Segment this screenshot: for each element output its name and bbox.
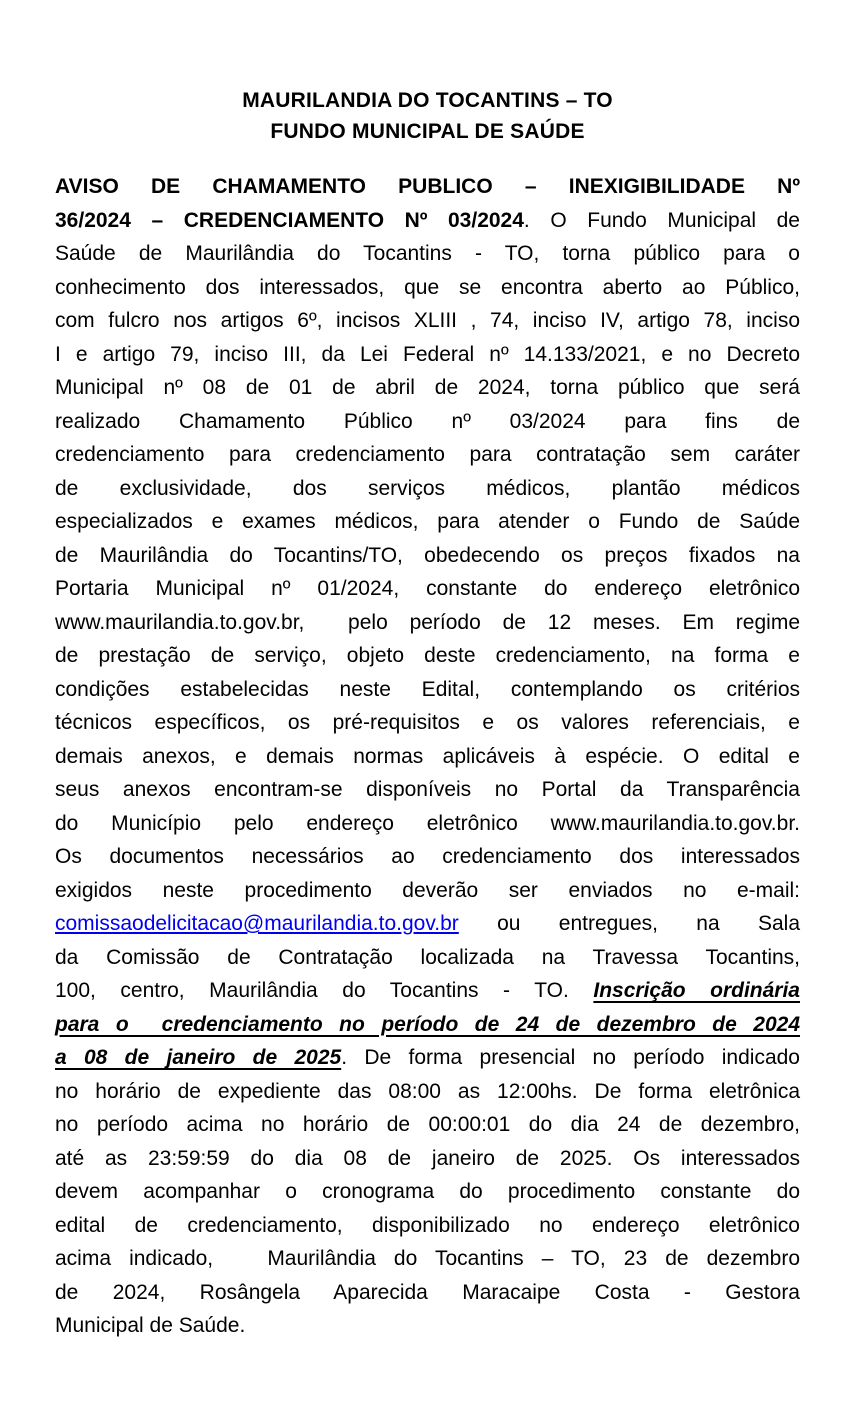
text-line: [55, 706, 800, 740]
text-segment: no horário de expediente das 08:00 as 12:00hs. De forma eletrônica: [55, 1079, 800, 1103]
text-segment: ou entregues, na Sala: [458, 912, 800, 935]
document-title: [55, 85, 800, 147]
text-line: [55, 1142, 800, 1176]
text-line: [55, 572, 800, 606]
text-segment: credenciamento para credenciamento para contratação sem caráter: [55, 443, 800, 466]
text-segment: Inscrição ordinária: [593, 979, 800, 1002]
text-line: [55, 472, 800, 506]
text-line: [55, 1209, 800, 1243]
text-line: [55, 1008, 800, 1042]
text-line: [55, 304, 800, 338]
text-line: [55, 1242, 800, 1276]
text-line: [55, 1041, 800, 1075]
text-segment: edital de credenciamento, disponibilizado no endereço eletrônico: [55, 1213, 800, 1237]
text-line: [55, 1108, 800, 1142]
text-line: [55, 673, 800, 707]
text-segment: Os documentos necessários ao credenciamento dos interessados: [55, 845, 800, 868]
text-segment: até as 23:59:59 do dia 08 de janeiro de 2025. Os interessados: [55, 1146, 800, 1170]
text-line: [55, 807, 800, 841]
text-segment: conhecimento dos interessados, que se encontra aberto ao Público,: [55, 275, 800, 299]
text-segment: devem acompanhar o cronograma do procedimento constante do: [55, 1180, 800, 1203]
text-line: [55, 271, 800, 305]
text-segment: de exclusividade, dos serviços médicos, plantão médicos: [55, 476, 800, 500]
text-line: [55, 237, 800, 271]
title-line-1: MAURILANDIA DO TOCANTINS – TO: [242, 89, 613, 112]
text-segment: seus anexos encontram-se disponíveis no Portal da Transparência: [55, 778, 800, 801]
text-line: [55, 639, 800, 673]
text-line: [55, 1075, 800, 1109]
text-segment: com fulcro nos artigos 6º, incisos XLIII , 74, inciso IV, artigo 78, inciso: [55, 309, 800, 332]
email-link[interactable]: comissaodelicitacao@maurilandia.to.gov.br: [55, 912, 459, 935]
text-line: [55, 204, 800, 238]
text-line: [55, 338, 800, 372]
text-segment: 36/2024 – CREDENCIAMENTO Nº 03/2024: [55, 208, 524, 232]
text-segment: para o credenciamento no período de 24 de dezembro de 2024: [55, 1012, 800, 1036]
text-segment: exigidos neste procedimento deverão ser enviados no e-mail:: [55, 878, 800, 902]
text-segment: especializados e exames médicos, para atender o Fundo de Saúde: [55, 510, 800, 533]
text-segment: acima indicado, Maurilândia do Tocantins – TO, 23 de dezembro: [55, 1247, 800, 1270]
text-segment: 100, centro, Maurilândia do Tocantins - TO.: [55, 979, 594, 1002]
text-segment: I e artigo 79, inciso III, da Lei Federal nº 14.133/2021, e no Decreto: [55, 342, 800, 366]
text-segment: demais anexos, e demais normas aplicáveis à espécie. O edital e: [55, 744, 800, 768]
text-segment: do Município pelo endereço eletrônico www.maurilandia.to.gov.br.: [55, 811, 800, 835]
text-segment: da Comissão de Contratação localizada na Travessa Tocantins,: [55, 945, 800, 969]
text-segment: Municipal nº 08 de 01 de abril de 2024, torna público que será: [55, 376, 800, 399]
text-segment: de prestação de serviço, objeto deste credenciamento, na forma e: [55, 644, 800, 667]
text-segment: Saúde de Maurilândia do Tocantins - TO, torna público para o: [55, 242, 800, 265]
text-segment: realizado Chamamento Público nº 03/2024 para fins de: [55, 409, 800, 433]
text-line: [55, 170, 800, 204]
text-line: [55, 371, 800, 405]
text-line: [55, 505, 800, 539]
text-line: [55, 1175, 800, 1209]
text-line: [55, 840, 800, 874]
text-segment: no período acima no horário de 00:00:01 do dia 24 de dezembro,: [55, 1113, 800, 1136]
text-line: [55, 907, 800, 941]
text-segment: condições estabelecidas neste Edital, contemplando os critérios: [55, 677, 800, 701]
text-segment: www.maurilandia.to.gov.br, pelo período de 12 meses. Em regime: [55, 610, 800, 634]
text-line: [55, 606, 800, 640]
text-segment: AVISO DE CHAMAMENTO PUBLICO – INEXIGIBILIDADE Nº: [55, 175, 800, 198]
text-segment: . De forma presencial no período indicado: [341, 1046, 800, 1069]
title-line-2: FUNDO MUNICIPAL DE SAÚDE: [270, 120, 585, 143]
text-line: [55, 874, 800, 908]
text-line: [55, 773, 800, 807]
text-segment: a 08 de janeiro de 2025: [55, 1046, 342, 1069]
text-line: [55, 1309, 800, 1343]
text-line: [55, 1276, 800, 1310]
text-segment: de 2024, Rosângela Aparecida Maracaipe Costa - Gestora: [55, 1280, 800, 1304]
text-segment: . O Fundo Municipal de: [523, 208, 800, 232]
text-line: [55, 539, 800, 573]
notice-paragraph: [55, 170, 800, 1343]
text-line: [55, 438, 800, 472]
text-line: [55, 974, 800, 1008]
text-segment: técnicos específicos, os pré-requisitos e os valores referenciais, e: [55, 711, 800, 734]
text-line: [55, 740, 800, 774]
text-segment: Municipal de Saúde.: [55, 1314, 246, 1337]
text-segment: de Maurilândia do Tocantins/TO, obedecendo os preços fixados na: [55, 543, 800, 567]
text-line: [55, 405, 800, 439]
text-segment: Portaria Municipal nº 01/2024, constante do endereço eletrônico: [55, 577, 800, 600]
text-line: [55, 941, 800, 975]
